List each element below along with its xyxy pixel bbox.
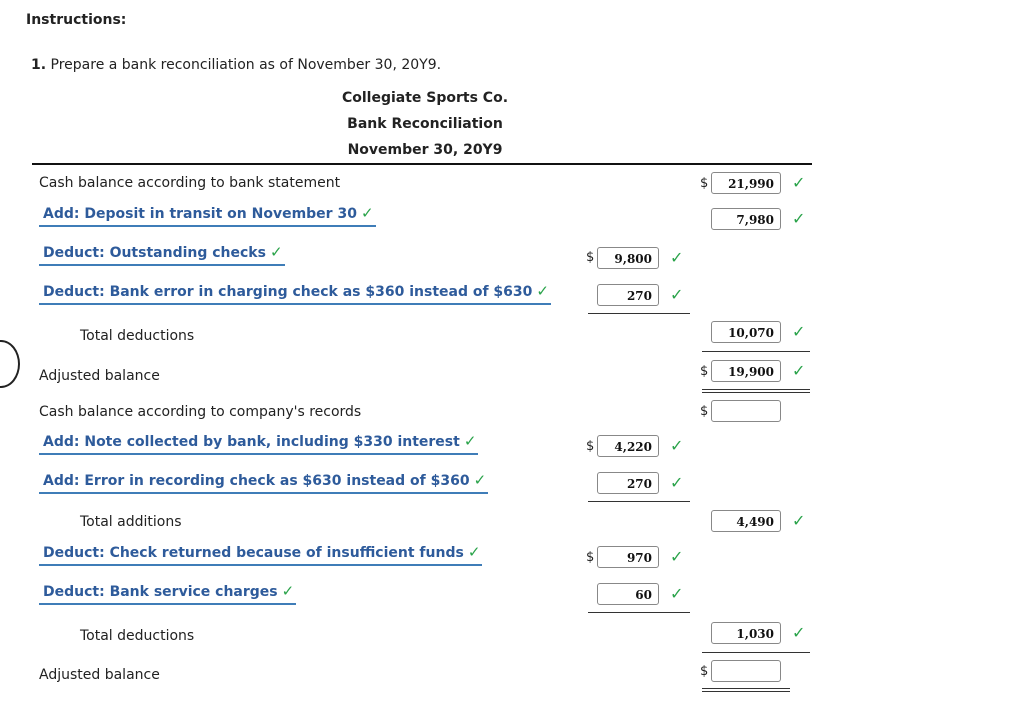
- step-text: Prepare a bank reconciliation as of November 30, 20Y9.: [50, 57, 442, 73]
- dollar-sign: $: [700, 364, 709, 379]
- check-icon: ✓: [792, 623, 806, 642]
- company-total-deductions-label: Total deductions: [80, 628, 195, 644]
- instructions-title: Instructions:: [26, 12, 127, 28]
- recording-error-label: Add: Error in recording check as $630 instead of $360: [43, 473, 470, 489]
- instruction-step: [31, 57, 441, 73]
- check-icon: ✓: [467, 543, 481, 561]
- bank-adjusted-input[interactable]: 19,900: [711, 360, 781, 382]
- check-icon: ✓: [670, 285, 684, 304]
- subtotal-underline: [588, 501, 690, 502]
- company-total-deductions-input[interactable]: 1,030: [711, 622, 781, 644]
- check-icon: ✓: [670, 248, 684, 267]
- check-icon: ✓: [792, 322, 806, 341]
- bank-total-deductions-input[interactable]: 10,070: [711, 321, 781, 343]
- check-icon: ✓: [360, 204, 374, 222]
- check-icon: ✓: [536, 282, 549, 300]
- dollar-sign: $: [586, 250, 595, 265]
- header-rule: [32, 163, 812, 165]
- deposit-in-transit-select[interactable]: [39, 204, 376, 227]
- check-icon: ✓: [670, 436, 684, 455]
- outstanding-checks-input[interactable]: 9,800: [597, 247, 659, 269]
- recording-error-select[interactable]: [39, 471, 488, 494]
- check-icon: ✓: [670, 547, 684, 566]
- check-icon: ✓: [281, 582, 295, 600]
- outstanding-checks-select[interactable]: [39, 243, 285, 266]
- bank-error-select[interactable]: [39, 282, 551, 305]
- dollar-sign: $: [586, 439, 595, 454]
- circle-cursor-icon: [0, 340, 20, 388]
- service-charges-input[interactable]: 60: [597, 583, 659, 605]
- bank-total-deductions-label: Total deductions: [80, 328, 195, 344]
- dollar-sign: $: [700, 176, 709, 191]
- subtotal-underline: [588, 612, 690, 613]
- company-adjusted-label: Adjusted balance: [39, 667, 160, 683]
- bank-adjusted-label: Adjusted balance: [39, 368, 160, 384]
- bank-balance-label: Cash balance according to bank statement: [39, 175, 341, 191]
- check-icon: ✓: [792, 173, 806, 192]
- nsf-check-label: Deduct: Check returned because of insufficient funds: [43, 545, 464, 561]
- dollar-sign: $: [700, 664, 709, 679]
- statement-title: Bank Reconciliation: [347, 116, 503, 132]
- company-balance-input[interactable]: [711, 400, 781, 422]
- check-icon: ✓: [670, 473, 684, 492]
- bank-error-label: Deduct: Bank error in charging check as $360 instead of $630: [43, 284, 533, 300]
- double-underline: [702, 389, 810, 393]
- total-underline: [702, 652, 810, 653]
- step-number: 1.: [31, 57, 47, 73]
- total-underline: [702, 351, 810, 352]
- check-icon: ✓: [269, 243, 283, 261]
- statement-date: November 30, 20Y9: [347, 142, 503, 158]
- company-adjusted-input[interactable]: [711, 660, 781, 682]
- check-icon: ✓: [473, 471, 487, 489]
- company-balance-label: Cash balance according to company's records: [39, 404, 362, 420]
- dollar-sign: $: [700, 404, 709, 419]
- check-icon: ✓: [463, 432, 477, 450]
- deposit-in-transit-label: Add: Deposit in transit on November 30: [43, 206, 357, 222]
- service-charges-select[interactable]: [39, 582, 296, 605]
- double-underline: [702, 688, 790, 692]
- service-charges-label: Deduct: Bank service charges: [43, 584, 278, 600]
- note-collected-input[interactable]: 4,220: [597, 435, 659, 457]
- check-icon: ✓: [792, 209, 806, 228]
- deposit-in-transit-input[interactable]: 7,980: [711, 208, 781, 230]
- check-icon: ✓: [670, 584, 684, 603]
- check-icon: ✓: [792, 361, 806, 380]
- nsf-check-select[interactable]: [39, 543, 482, 566]
- note-collected-select[interactable]: [39, 432, 478, 455]
- total-additions-label: Total additions: [80, 514, 182, 530]
- subtotal-underline: [588, 313, 690, 314]
- bank-error-input[interactable]: 270: [597, 284, 659, 306]
- note-collected-label: Add: Note collected by bank, including $330 interest: [43, 434, 460, 450]
- bank-balance-input[interactable]: 21,990: [711, 172, 781, 194]
- recording-error-input[interactable]: 270: [597, 472, 659, 494]
- check-icon: ✓: [792, 511, 806, 530]
- company-name: Collegiate Sports Co.: [341, 90, 509, 106]
- total-additions-input[interactable]: 4,490: [711, 510, 781, 532]
- dollar-sign: $: [586, 550, 595, 565]
- nsf-check-input[interactable]: 970: [597, 546, 659, 568]
- outstanding-checks-label: Deduct: Outstanding checks: [43, 245, 266, 261]
